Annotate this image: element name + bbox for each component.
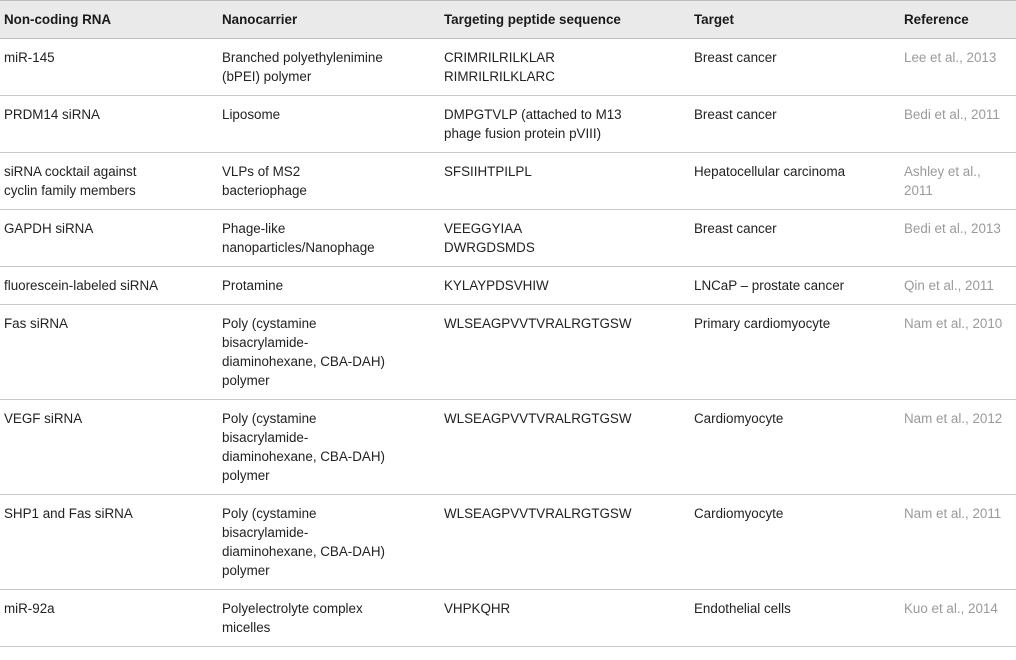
cell-target: Breast cancer [690,39,900,96]
cell-target: Endothelial cells [690,590,900,647]
table-row [0,400,1016,495]
cell-nanocarrier: Poly (cystamine bisacrylamide- diaminohexane, CBA-DAH) polymer [218,400,440,495]
cell-target: Cardiomyocyte [690,400,900,495]
cell-target: LNCaP – prostate cancer [690,267,900,305]
cell-non-coding-rna: miR-145 [0,39,218,96]
cell-reference: Nam et al., 2011 [900,495,1016,590]
header-reference: Reference [900,1,1016,39]
table-row [0,267,1016,305]
cell-reference: Qin et al., 2011 [900,267,1016,305]
table-row [0,590,1016,647]
table-row [0,305,1016,400]
cell-peptide-sequence: WLSEAGPVVTVRALRGTGSW [440,305,690,400]
cell-target: Cardiomyocyte [690,495,900,590]
cell-nanocarrier: VLPs of MS2 bacteriophage [218,153,440,210]
cell-target: Hepatocellular carcinoma [690,153,900,210]
cell-nanocarrier: Liposome [218,96,440,153]
table-row [0,96,1016,153]
table-row [0,210,1016,267]
cell-peptide-sequence: SFSIIHTPILPL [440,153,690,210]
cell-non-coding-rna: siRNA cocktail against cyclin family members [0,153,218,210]
cell-peptide-sequence: VHPKQHR [440,590,690,647]
cell-nanocarrier: Polyelectrolyte complex micelles [218,590,440,647]
cell-target: Breast cancer [690,210,900,267]
cell-peptide-sequence: DMPGTVLP (attached to M13 phage fusion protein pVIII) [440,96,690,153]
table-row [0,153,1016,210]
cell-reference: Kuo et al., 2014 [900,590,1016,647]
cell-peptide-sequence: CRIMRILRILKLAR RIMRILRILKLARC [440,39,690,96]
cell-target: Primary cardiomyocyte [690,305,900,400]
header-nanocarrier: Nanocarrier [218,1,440,39]
cell-nanocarrier: Poly (cystamine bisacrylamide- diaminohexane, CBA-DAH) polymer [218,305,440,400]
cell-reference: Ashley et al., 2011 [900,153,1016,210]
table-row [0,495,1016,590]
cell-non-coding-rna: fluorescein-labeled siRNA [0,267,218,305]
cell-peptide-sequence: WLSEAGPVVTVRALRGTGSW [440,400,690,495]
cell-peptide-sequence: KYLAYPDSVHIW [440,267,690,305]
cell-nanocarrier: Branched polyethylenimine (bPEI) polymer [218,39,440,96]
cell-non-coding-rna: GAPDH siRNA [0,210,218,267]
cell-reference: Nam et al., 2010 [900,305,1016,400]
header-row [0,1,1016,39]
cell-peptide-sequence: WLSEAGPVVTVRALRGTGSW [440,495,690,590]
cell-reference: Bedi et al., 2011 [900,96,1016,153]
cell-peptide-sequence: VEEGGYIAA DWRGDSMDS [440,210,690,267]
header-target: Target [690,1,900,39]
cell-reference: Nam et al., 2012 [900,400,1016,495]
cell-nanocarrier: Phage-like nanoparticles/Nanophage [218,210,440,267]
cell-non-coding-rna: PRDM14 siRNA [0,96,218,153]
cell-reference: Bedi et al., 2013 [900,210,1016,267]
table-row [0,39,1016,96]
cell-reference: Lee et al., 2013 [900,39,1016,96]
cell-non-coding-rna: VEGF siRNA [0,400,218,495]
header-targeting-peptide-sequence: Targeting peptide sequence [440,1,690,39]
cell-non-coding-rna: Fas siRNA [0,305,218,400]
cell-nanocarrier: Poly (cystamine bisacrylamide- diaminohexane, CBA-DAH) polymer [218,495,440,590]
table-header [0,1,1016,39]
cell-target: Breast cancer [690,96,900,153]
cell-nanocarrier: Protamine [218,267,440,305]
cell-non-coding-rna: miR-92a [0,590,218,647]
table-body [0,39,1016,647]
header-non-coding-rna: Non-coding RNA [0,1,218,39]
cell-non-coding-rna: SHP1 and Fas siRNA [0,495,218,590]
